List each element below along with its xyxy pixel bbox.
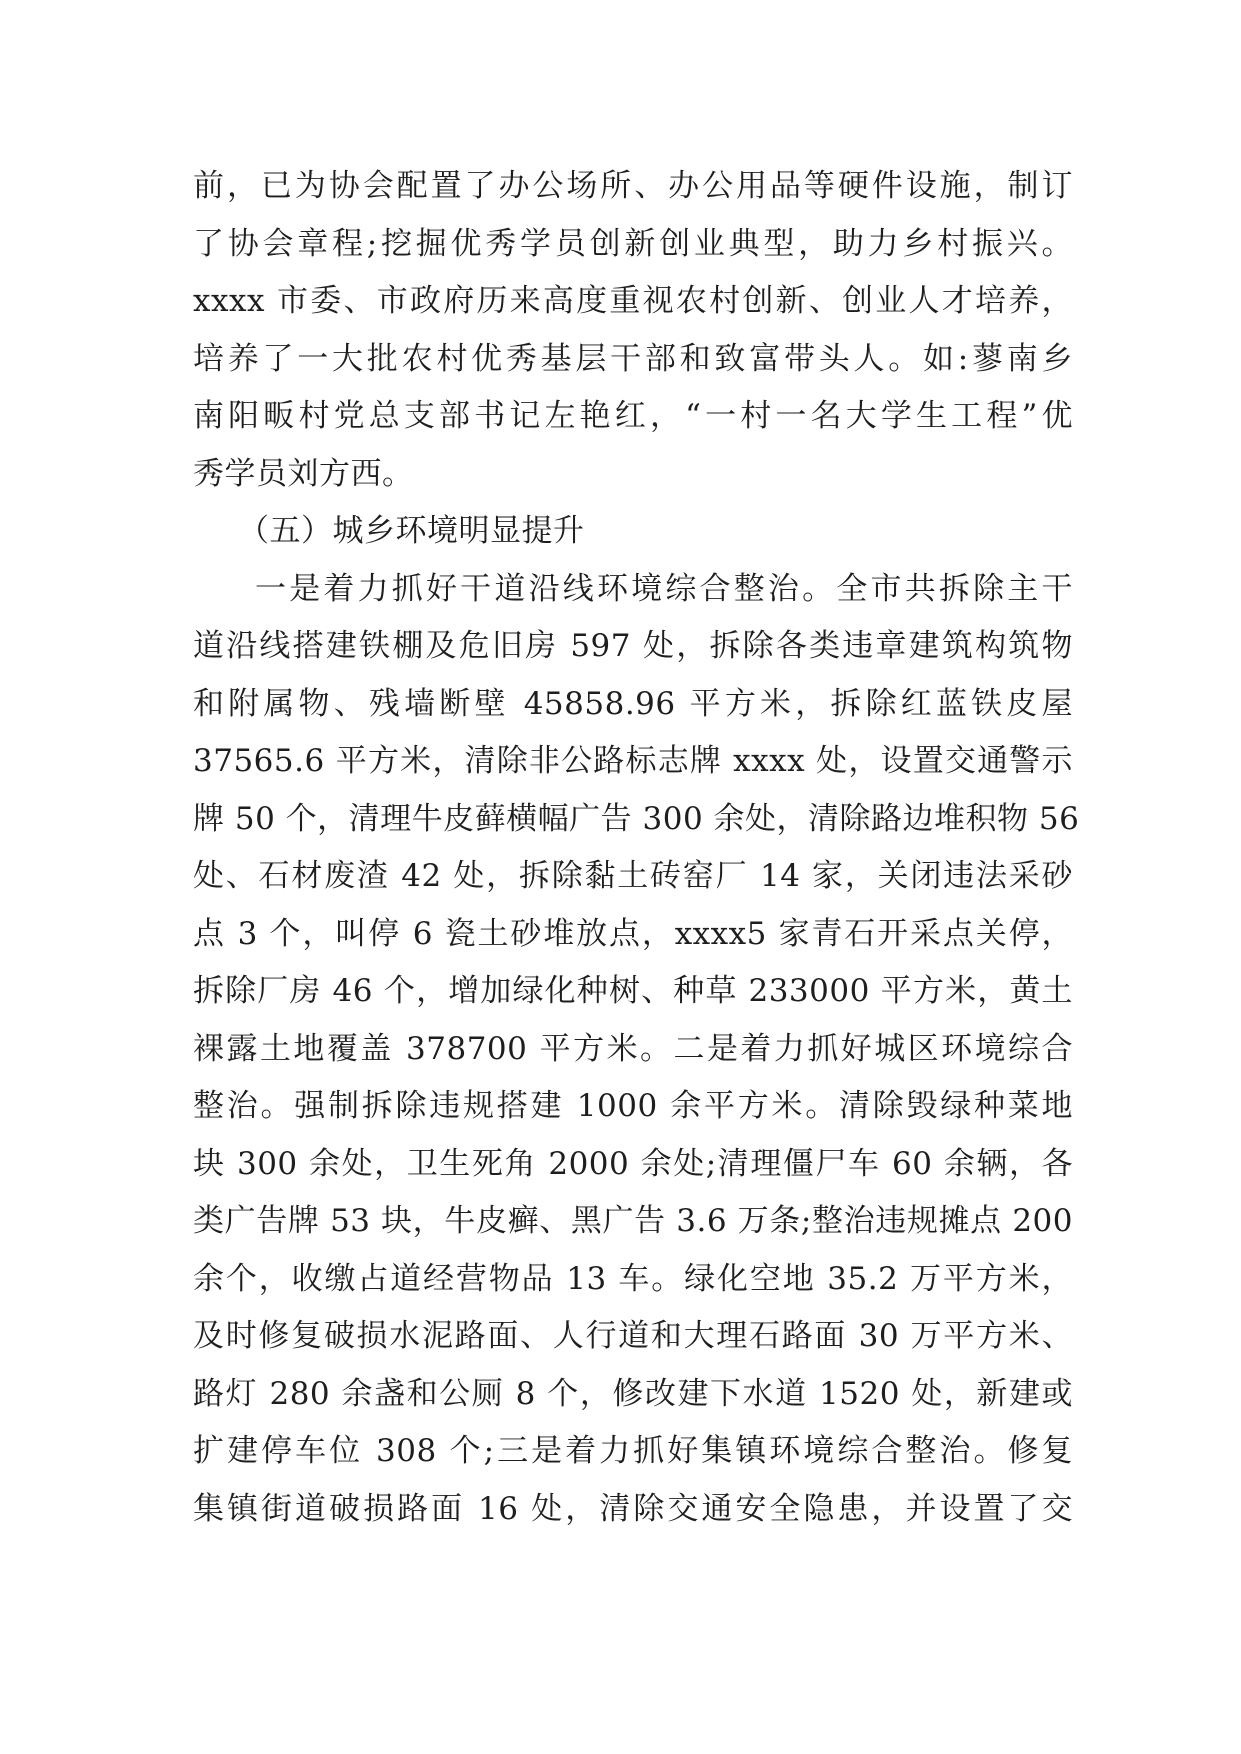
text-line: 扩建停车位 308 个;三是着力抓好集镇环境综合整治。修复 xyxy=(193,1433,1073,1469)
text-line: 前，已为协会配置了办公场所、办公用品等硬件设施，制订 xyxy=(193,168,1073,204)
text-line: 牌 50 个，清理牛皮藓横幅广告 300 余处，清除路边堆积物 56 xyxy=(193,800,1080,837)
text-line: 培养了一大批农村优秀基层干部和致富带头人。如:蓼南乡 xyxy=(193,340,1073,377)
text-line: 余个，收缴占道经营物品 13 车。绿化空地 35.2 万平方米， xyxy=(193,1260,1073,1297)
text-line: xxxx 市委、市政府历来高度重视农村创新、创业人才培养， xyxy=(193,283,1073,319)
section-heading: （五）城乡环境明显提升 xyxy=(238,513,585,549)
text-line: 集镇街道破损路面 16 处，清除交通安全隐患，并设置了交 xyxy=(193,1490,1073,1527)
text-line: 一是着力抓好干道沿线环境综合整治。全市共拆除主干 xyxy=(255,570,1073,607)
text-line: 道沿线搭建铁棚及危旧房 597 处，拆除各类违章建筑构筑物 xyxy=(193,628,1073,664)
text-line: 处、石材废渣 42 处，拆除黏土砖窑厂 14 家，关闭违法采砂 xyxy=(193,858,1073,894)
text-line: 拆除厂房 46 个，增加绿化种树、种草 233000 平方米，黄土 xyxy=(193,973,1073,1009)
text-line: 和附属物、残墙断壁 45858.96 平方米，拆除红蓝铁皮屋 xyxy=(193,685,1073,722)
text-line: 37565.6 平方米，清除非公路标志牌 xxxx 处，设置交通警示 xyxy=(193,743,1073,779)
text-line: 了协会章程;挖掘优秀学员创新创业典型，助力乡村振兴。 xyxy=(193,225,1073,262)
text-line: 块 300 余处，卫生死角 2000 余处;清理僵尸车 60 余辆，各 xyxy=(193,1145,1073,1182)
text-line: 整治。强制拆除违规搭建 1000 余平方米。清除毁绿种菜地 xyxy=(193,1088,1073,1124)
text-line: 秀学员刘方西。 xyxy=(193,455,414,492)
text-line: 及时修复破损水泥路面、人行道和大理石路面 30 万平方米、 xyxy=(193,1318,1073,1354)
text-line: 南阳畈村党总支部书记左艳红，“一村一名大学生工程”优 xyxy=(193,398,1073,434)
text-line: 类广告牌 53 块，牛皮癣、黑广告 3.6 万条;整治违规摊点 200 xyxy=(193,1203,1073,1239)
text-line: 裸露土地覆盖 378700 平方米。二是着力抓好城区环境综合 xyxy=(193,1030,1073,1067)
text-line: 路灯 280 余盏和公厕 8 个，修改建下水道 1520 处，新建或 xyxy=(193,1375,1073,1412)
body-text xyxy=(193,158,1080,1538)
text-line: 点 3 个，叫停 6 瓷土砂堆放点，xxxx5 家青石开采点关停， xyxy=(193,915,1073,952)
